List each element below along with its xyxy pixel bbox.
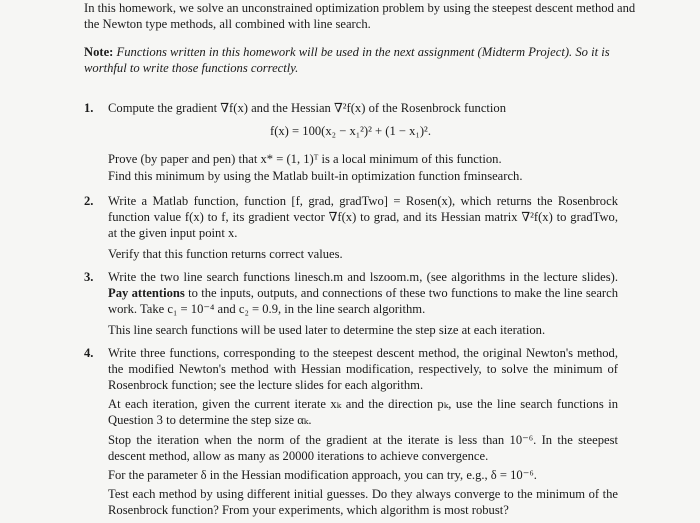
question-text-part: Write the two line search functions linesch.m and lszoom.m, (see algorithms in the lecture slides).: [108, 270, 618, 284]
intro-paragraph: In this homework, we solve an unconstrained optimization problem by using the steepest descent method and the Newton type methods, all combined with line search.: [84, 1, 636, 31]
question-text: [108, 269, 618, 317]
emphasis-text: Pay attentions: [108, 286, 185, 300]
question-paragraph: Test each method by using different initial guesses. Do they always converge to the minimum of the Rosenbrock function? From your experiments, which algorithm is most robust?: [108, 487, 618, 517]
note-label: Note:: [84, 45, 114, 59]
rosenbrock-equation: f(x) = 100(x₂ − x₁²)² + (1 − x₁)².: [270, 124, 431, 138]
question-number: 2.: [84, 194, 94, 208]
question-number: 4.: [84, 346, 94, 360]
question-paragraph: At each iteration, given the current iterate xₖ and the direction pₖ, use the line search functions in Question 3 to determine the step size αₖ.: [108, 397, 618, 427]
question-paragraph: Find this minimum by using the Matlab built-in optimization function fminsearch.: [108, 169, 523, 183]
question-paragraph: Verify that this function returns correct values.: [108, 247, 343, 261]
question-text: Write three functions, corresponding to the steepest descent method, the original Newton's method, the modified Newton's method with Hessian modification, respectively, to solve the minimum of Rosenbrock function; see the lecture slides for each algorithm.: [108, 346, 618, 392]
question-paragraph: Stop the iteration when the norm of the gradient at the iterate is less than 10⁻⁶. In the steepest descent method, allow as many as 20000 iterations to achieve convergence.: [108, 433, 618, 463]
question-text: Compute the gradient ∇f(x) and the Hessian ∇²f(x) of the Rosenbrock function: [108, 101, 507, 115]
question-text: Write a Matlab function, function [f, grad, gradTwo] = Rosen(x), which returns the Rosenbrock function value f(x) to f, its gradient vector ∇f(x) to grad, and its Hessian matrix ∇²f(x) to gradTwo, at the given input point x.: [108, 194, 618, 240]
note-paragraph: [84, 44, 644, 76]
question-paragraph: For the parameter δ in the Hessian modification approach, you can try, e.g., δ = 10⁻⁶.: [108, 468, 537, 482]
note-text: Functions written in this homework will be used in the next assignment (Midterm Project). So it is worthful to write those functions correctly.: [84, 45, 610, 75]
question-paragraph: This line search functions will be used later to determine the step size at each iteration.: [108, 323, 546, 337]
question-number: 3.: [84, 270, 94, 284]
question-paragraph: Prove (by paper and pen) that x* = (1, 1)ᵀ is a local minimum of this function.: [108, 152, 502, 166]
question-text-part: to the inputs, outputs, and connections of these two functions to make the line search work. Take c₁ = 10⁻⁴ and c₂ = 0.9, in the line search algorithm.: [108, 286, 618, 316]
question-number: 1.: [84, 101, 94, 115]
